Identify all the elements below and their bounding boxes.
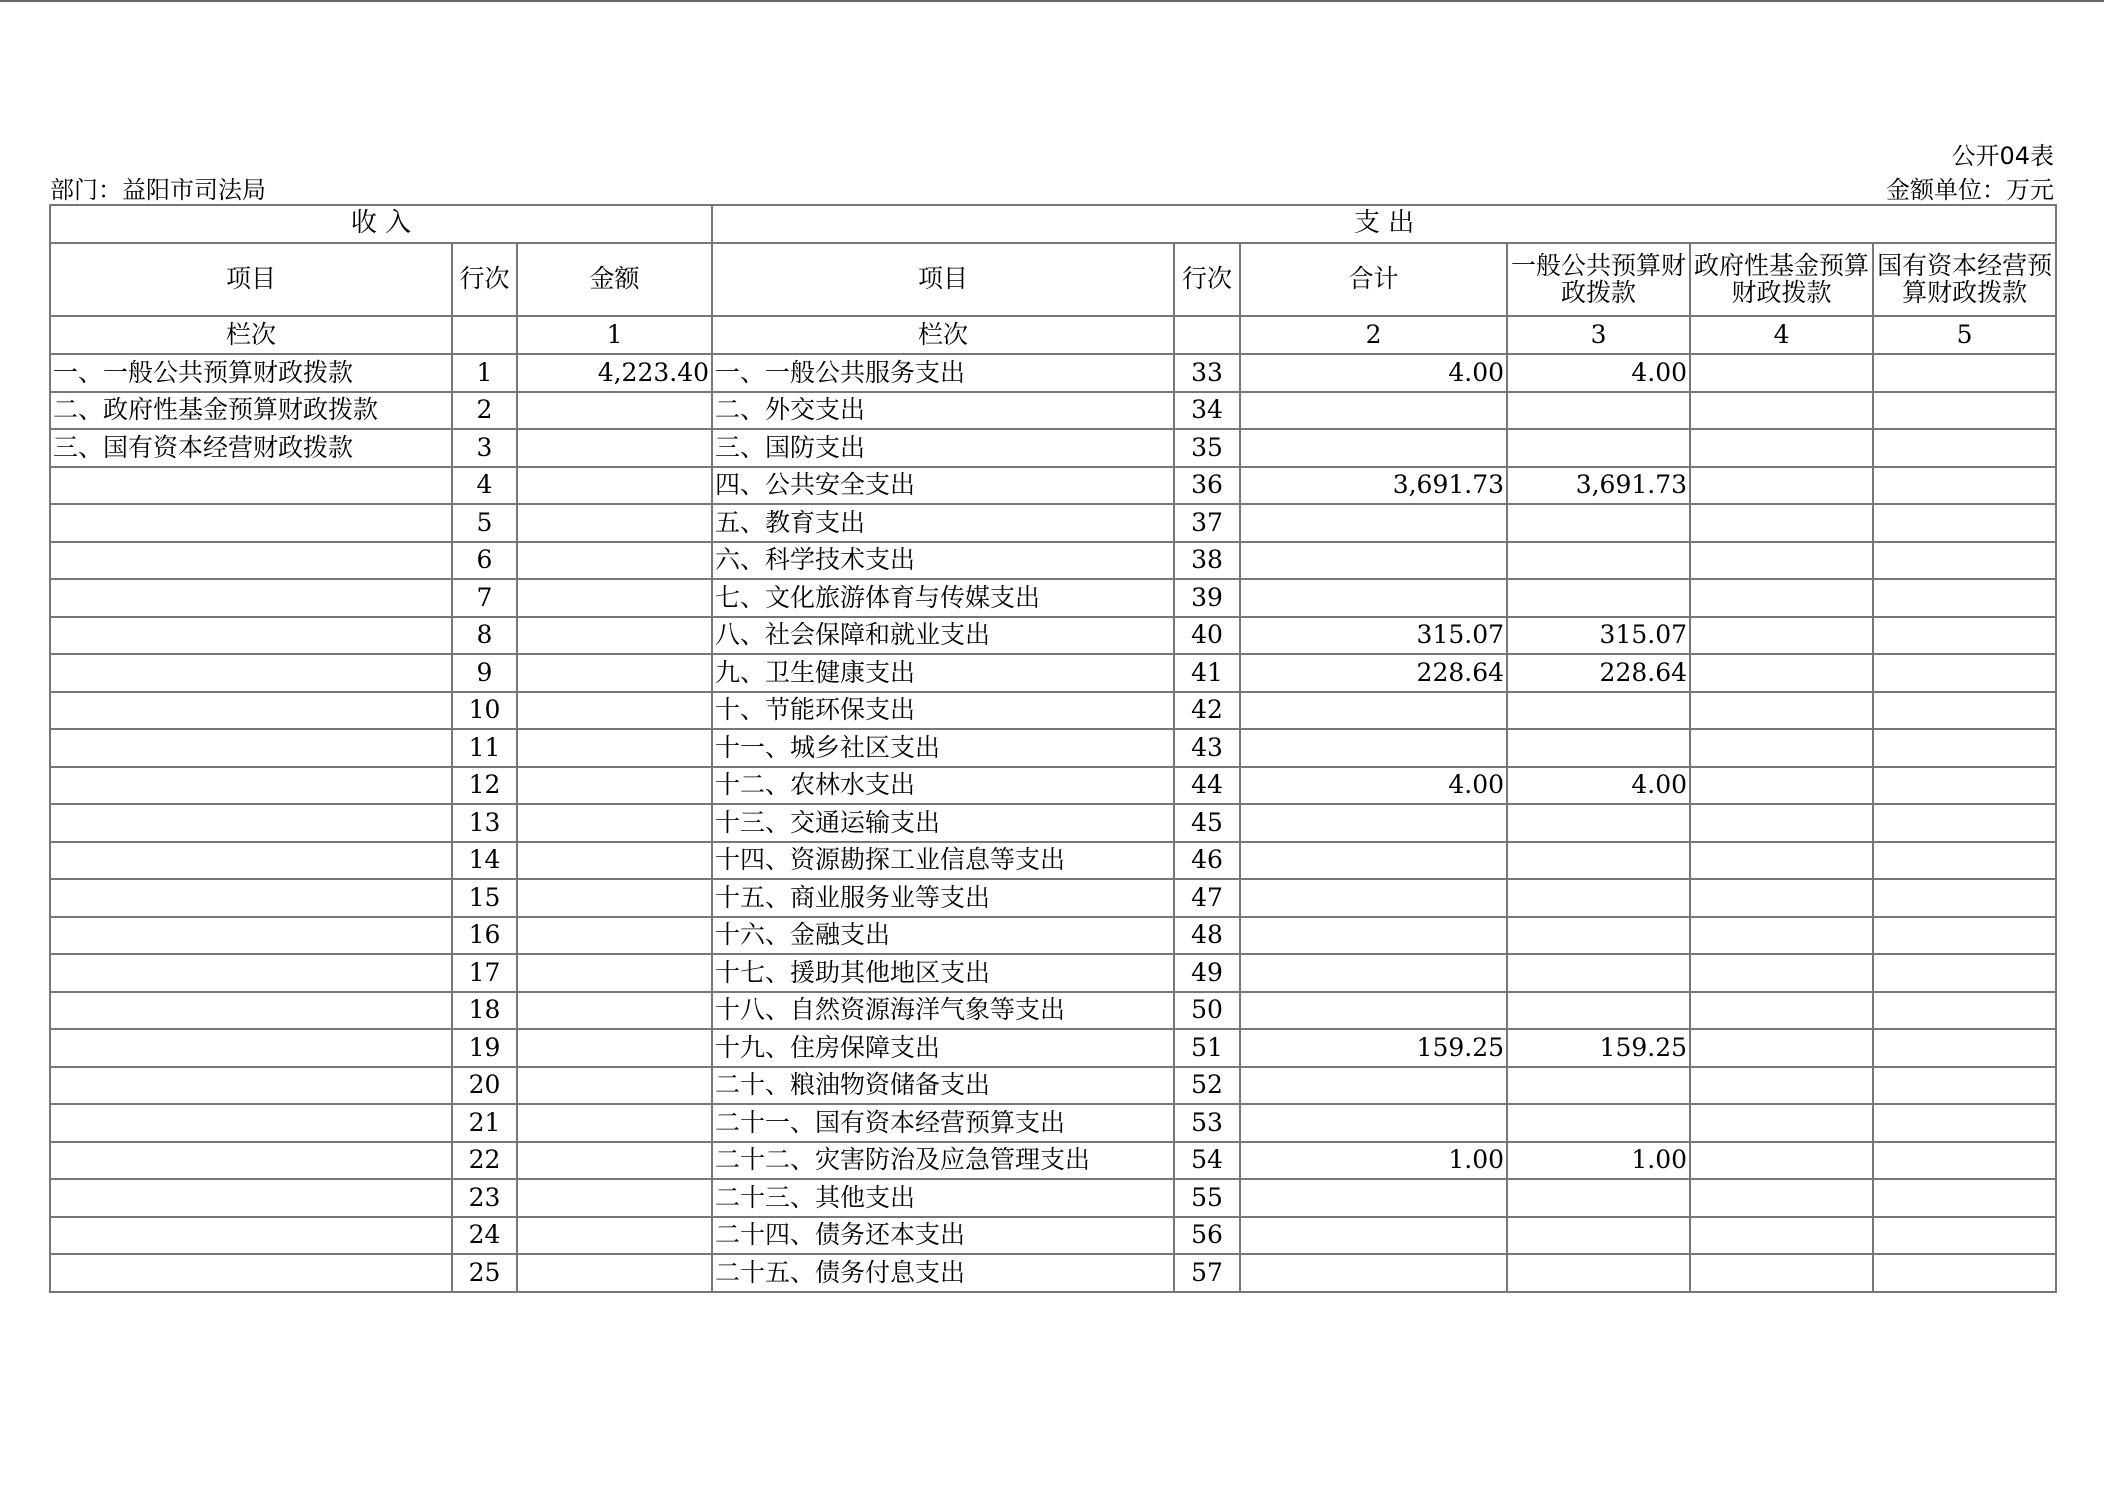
total-cell [1240,729,1507,767]
state-capital-cell [1873,692,2056,730]
income-item-cell [50,767,452,805]
top-border-line [0,0,2104,2]
income-item-cell: 一、一般公共预算财政拨款 [50,354,452,392]
gov-fund-cell [1690,1029,1873,1067]
expense-item-cell: 八、社会保障和就业支出 [712,617,1174,655]
expense-line-cell: 41 [1174,654,1240,692]
expense-item-cell: 六、科学技术支出 [712,542,1174,580]
income-line-cell: 11 [452,729,517,767]
income-item-cell: 三、国有资本经营财政拨款 [50,429,452,467]
income-amount-cell [517,954,712,992]
total-cell [1240,804,1507,842]
table-row [50,1067,2056,1105]
general-budget-cell: 159.25 [1507,1029,1690,1067]
general-budget-cell [1507,842,1690,880]
income-amount-cell [517,617,712,655]
state-capital-cell [1873,1179,2056,1217]
gov-fund-cell [1690,1217,1873,1255]
total-cell [1240,992,1507,1030]
state-capital-cell [1873,767,2056,805]
income-item-cell [50,692,452,730]
income-amount-header: 金额 [517,243,712,316]
expense-item-cell: 十五、商业服务业等支出 [712,879,1174,917]
expense-line-cell: 36 [1174,467,1240,505]
table-row [50,1217,2056,1255]
state-capital-cell [1873,504,2056,542]
table-row [50,1254,2056,1292]
table-row [50,879,2056,917]
table-row [50,1179,2056,1217]
table-row [50,354,2056,392]
income-item-cell [50,954,452,992]
column-index-label: 栏次 [50,316,452,354]
state-capital-cell [1873,879,2056,917]
general-budget-cell [1507,804,1690,842]
income-item-cell [50,729,452,767]
income-line-cell: 14 [452,842,517,880]
income-line-cell: 24 [452,1217,517,1255]
income-amount-cell [517,504,712,542]
expense-item-cell: 四、公共安全支出 [712,467,1174,505]
column-index-fund: 4 [1690,316,1873,354]
general-budget-cell [1507,1254,1690,1292]
income-amount-cell [517,729,712,767]
income-line-cell: 7 [452,579,517,617]
gov-fund-cell [1690,617,1873,655]
expense-line-cell: 42 [1174,692,1240,730]
income-item-cell [50,1104,452,1142]
table-row [50,579,2056,617]
gov-fund-cell [1690,1179,1873,1217]
expense-item-header: 项目 [712,243,1174,316]
expense-item-cell: 十四、资源勘探工业信息等支出 [712,842,1174,880]
income-line-cell: 25 [452,1254,517,1292]
state-capital-cell [1873,729,2056,767]
total-cell: 228.64 [1240,654,1507,692]
state-capital-cell [1873,542,2056,580]
general-budget-cell [1507,504,1690,542]
gov-fund-cell [1690,992,1873,1030]
income-amount-cell [517,1254,712,1292]
expense-item-cell: 十九、住房保障支出 [712,1029,1174,1067]
income-item-cell [50,617,452,655]
gov-fund-cell [1690,354,1873,392]
gov-fund-cell [1690,879,1873,917]
general-budget-cell [1507,692,1690,730]
state-capital-cell [1873,917,2056,955]
expense-line-cell: 47 [1174,879,1240,917]
expense-line-cell: 53 [1174,1104,1240,1142]
expense-line-cell: 44 [1174,767,1240,805]
expense-item-cell: 二十二、灾害防治及应急管理支出 [712,1142,1174,1180]
income-amount-cell [517,767,712,805]
total-cell [1240,1217,1507,1255]
state-capital-cell [1873,992,2056,1030]
total-header: 合计 [1240,243,1507,316]
expense-line-cell: 35 [1174,429,1240,467]
table-row [50,729,2056,767]
total-cell [1240,842,1507,880]
table-row [50,1104,2056,1142]
income-item-cell [50,917,452,955]
expense-line-cell: 56 [1174,1217,1240,1255]
total-cell [1240,1067,1507,1105]
state-capital-cell [1873,842,2056,880]
total-cell [1240,392,1507,430]
expense-line-cell: 33 [1174,354,1240,392]
income-item-cell [50,579,452,617]
general-budget-cell [1507,879,1690,917]
income-amount-cell [517,392,712,430]
expense-line-cell: 39 [1174,579,1240,617]
income-line-cell: 5 [452,504,517,542]
income-amount-cell [517,1104,712,1142]
expense-line-cell: 43 [1174,729,1240,767]
expense-line-cell: 49 [1174,954,1240,992]
expense-item-cell: 二十三、其他支出 [712,1179,1174,1217]
income-item-cell [50,879,452,917]
income-amount-cell [517,879,712,917]
general-budget-cell [1507,1104,1690,1142]
gov-fund-cell [1690,1142,1873,1180]
income-line-cell: 8 [452,617,517,655]
budget-table [49,204,2057,1293]
income-line-cell: 4 [452,467,517,505]
table-row [50,654,2056,692]
total-cell: 1.00 [1240,1142,1507,1180]
table-row [50,617,2056,655]
expense-line-cell: 37 [1174,504,1240,542]
general-budget-cell [1507,729,1690,767]
income-amount-cell [517,917,712,955]
expense-item-cell: 十一、城乡社区支出 [712,729,1174,767]
general-budget-cell: 4.00 [1507,767,1690,805]
income-item-cell [50,1029,452,1067]
income-amount-cell [517,842,712,880]
income-item-cell [50,1067,452,1105]
income-item-cell [50,1217,452,1255]
general-budget-cell: 3,691.73 [1507,467,1690,505]
income-item-cell [50,1142,452,1180]
state-capital-cell [1873,1104,2056,1142]
income-amount-cell [517,1179,712,1217]
table-row [50,767,2056,805]
gov-fund-cell [1690,767,1873,805]
table-row [50,992,2056,1030]
state-capital-cell [1873,1142,2056,1180]
state-capital-cell [1873,617,2056,655]
column-index-exp-label: 栏次 [712,316,1174,354]
total-cell [1240,542,1507,580]
expense-item-cell: 二十一、国有资本经营预算支出 [712,1104,1174,1142]
state-capital-cell [1873,1029,2056,1067]
column-index-blank [452,316,517,354]
total-cell: 315.07 [1240,617,1507,655]
income-item-cell [50,1254,452,1292]
table-row [50,392,2056,430]
gov-fund-cell [1690,1254,1873,1292]
table-row [50,842,2056,880]
total-cell [1240,917,1507,955]
income-line-cell: 12 [452,767,517,805]
expense-line-cell: 45 [1174,804,1240,842]
column-index-general: 3 [1507,316,1690,354]
income-amount-cell [517,467,712,505]
income-amount-cell [517,1142,712,1180]
table-row [50,692,2056,730]
income-line-cell: 13 [452,804,517,842]
expense-item-cell: 三、国防支出 [712,429,1174,467]
expense-line-cell: 57 [1174,1254,1240,1292]
income-line-cell: 23 [452,1179,517,1217]
income-line-cell: 16 [452,917,517,955]
total-cell [1240,879,1507,917]
table-code: 公开04表 [1951,142,2054,170]
state-capital-cell [1873,804,2056,842]
state-capital-cell [1873,429,2056,467]
expense-item-cell: 十、节能环保支出 [712,692,1174,730]
total-cell [1240,429,1507,467]
state-capital-cell [1873,1217,2056,1255]
income-amount-cell [517,1067,712,1105]
general-budget-cell [1507,1179,1690,1217]
income-line-cell: 6 [452,542,517,580]
state-capital-cell [1873,467,2056,505]
general-budget-cell: 315.07 [1507,617,1690,655]
income-line-cell: 17 [452,954,517,992]
gov-fund-cell [1690,729,1873,767]
state-capital-cell [1873,579,2056,617]
general-budget-cell [1507,1067,1690,1105]
gov-fund-cell [1690,504,1873,542]
expense-item-cell: 二十四、债务还本支出 [712,1217,1174,1255]
income-line-cell: 15 [452,879,517,917]
state-capital-cell [1873,354,2056,392]
income-amount-cell [517,579,712,617]
income-item-cell [50,504,452,542]
general-budget-cell [1507,954,1690,992]
income-item-cell [50,467,452,505]
total-cell [1240,692,1507,730]
general-budget-cell [1507,579,1690,617]
income-amount-cell [517,429,712,467]
expense-group-header: 支 出 [712,205,2056,243]
state-capital-cell [1873,1254,2056,1292]
table-row [50,467,2056,505]
income-line-header: 行次 [452,243,517,316]
total-cell: 3,691.73 [1240,467,1507,505]
income-line-cell: 10 [452,692,517,730]
table-row [50,1142,2056,1180]
expense-line-cell: 55 [1174,1179,1240,1217]
column-index-total: 2 [1240,316,1507,354]
total-cell [1240,504,1507,542]
total-cell: 4.00 [1240,354,1507,392]
expense-item-cell: 二、外交支出 [712,392,1174,430]
income-line-cell: 3 [452,429,517,467]
expense-item-cell: 九、卫生健康支出 [712,654,1174,692]
income-item-cell: 二、政府性基金预算财政拨款 [50,392,452,430]
gov-fund-cell [1690,917,1873,955]
income-item-cell [50,654,452,692]
unit-label: 金额单位：万元 [1886,176,2054,204]
department-label: 部门：益阳市司法局 [50,176,266,204]
expense-line-cell: 46 [1174,842,1240,880]
gov-fund-cell [1690,954,1873,992]
income-amount-cell [517,992,712,1030]
total-cell: 4.00 [1240,767,1507,805]
income-amount-cell: 4,223.40 [517,354,712,392]
total-cell [1240,579,1507,617]
income-line-cell: 19 [452,1029,517,1067]
income-amount-cell [517,692,712,730]
expense-item-cell: 十七、援助其他地区支出 [712,954,1174,992]
state-capital-cell [1873,654,2056,692]
income-line-cell: 22 [452,1142,517,1180]
state-capital-header: 国有资本经营预算财政拨款 [1873,243,2056,316]
general-budget-cell [1507,429,1690,467]
total-cell [1240,1104,1507,1142]
expense-line-cell: 34 [1174,392,1240,430]
gov-fund-cell [1690,579,1873,617]
table-row [50,542,2056,580]
expense-item-cell: 十二、农林水支出 [712,767,1174,805]
income-line-cell: 1 [452,354,517,392]
state-capital-cell [1873,1067,2056,1105]
gov-fund-cell [1690,842,1873,880]
general-budget-cell [1507,392,1690,430]
income-amount-cell [517,654,712,692]
expense-line-cell: 54 [1174,1142,1240,1180]
gov-fund-cell [1690,542,1873,580]
income-line-cell: 9 [452,654,517,692]
income-line-cell: 2 [452,392,517,430]
expense-item-cell: 十三、交通运输支出 [712,804,1174,842]
general-budget-cell: 228.64 [1507,654,1690,692]
gov-fund-cell [1690,429,1873,467]
column-index-exp-blank [1174,316,1240,354]
expense-line-cell: 52 [1174,1067,1240,1105]
income-line-cell: 21 [452,1104,517,1142]
table-row [50,1029,2056,1067]
income-amount-cell [517,542,712,580]
table-row [50,804,2056,842]
gov-fund-cell [1690,467,1873,505]
table-row [50,954,2056,992]
expense-item-cell: 二十、粮油物资储备支出 [712,1067,1174,1105]
general-budget-cell [1507,992,1690,1030]
expense-item-cell: 十八、自然资源海洋气象等支出 [712,992,1174,1030]
income-amount-cell [517,804,712,842]
general-budget-cell [1507,1217,1690,1255]
state-capital-cell [1873,392,2056,430]
gov-fund-cell [1690,654,1873,692]
income-group-header: 收 入 [50,205,712,243]
general-budget-cell [1507,917,1690,955]
expense-item-cell: 一、一般公共服务支出 [712,354,1174,392]
income-amount-cell [517,1217,712,1255]
income-line-cell: 20 [452,1067,517,1105]
total-cell [1240,1254,1507,1292]
general-budget-header: 一般公共预算财政拨款 [1507,243,1690,316]
income-item-cell [50,992,452,1030]
expense-line-cell: 38 [1174,542,1240,580]
expense-item-cell: 十六、金融支出 [712,917,1174,955]
table-row [50,429,2056,467]
income-line-cell: 18 [452,992,517,1030]
column-index-capital: 5 [1873,316,2056,354]
column-index-amount: 1 [517,316,712,354]
income-item-cell [50,842,452,880]
general-budget-cell [1507,542,1690,580]
general-budget-cell: 1.00 [1507,1142,1690,1180]
income-item-cell [50,804,452,842]
total-cell [1240,1179,1507,1217]
gov-fund-header: 政府性基金预算财政拨款 [1690,243,1873,316]
expense-item-cell: 二十五、债务付息支出 [712,1254,1174,1292]
general-budget-cell: 4.00 [1507,354,1690,392]
table-row [50,917,2056,955]
income-item-header: 项目 [50,243,452,316]
gov-fund-cell [1690,804,1873,842]
gov-fund-cell [1690,392,1873,430]
total-cell: 159.25 [1240,1029,1507,1067]
table-row [50,504,2056,542]
total-cell [1240,954,1507,992]
income-amount-cell [517,1029,712,1067]
expense-line-header: 行次 [1174,243,1240,316]
gov-fund-cell [1690,1104,1873,1142]
expense-item-cell: 七、文化旅游体育与传媒支出 [712,579,1174,617]
expense-item-cell: 五、教育支出 [712,504,1174,542]
gov-fund-cell [1690,692,1873,730]
expense-line-cell: 40 [1174,617,1240,655]
income-item-cell [50,1179,452,1217]
expense-line-cell: 50 [1174,992,1240,1030]
expense-line-cell: 51 [1174,1029,1240,1067]
gov-fund-cell [1690,1067,1873,1105]
income-item-cell [50,542,452,580]
expense-line-cell: 48 [1174,917,1240,955]
state-capital-cell [1873,954,2056,992]
